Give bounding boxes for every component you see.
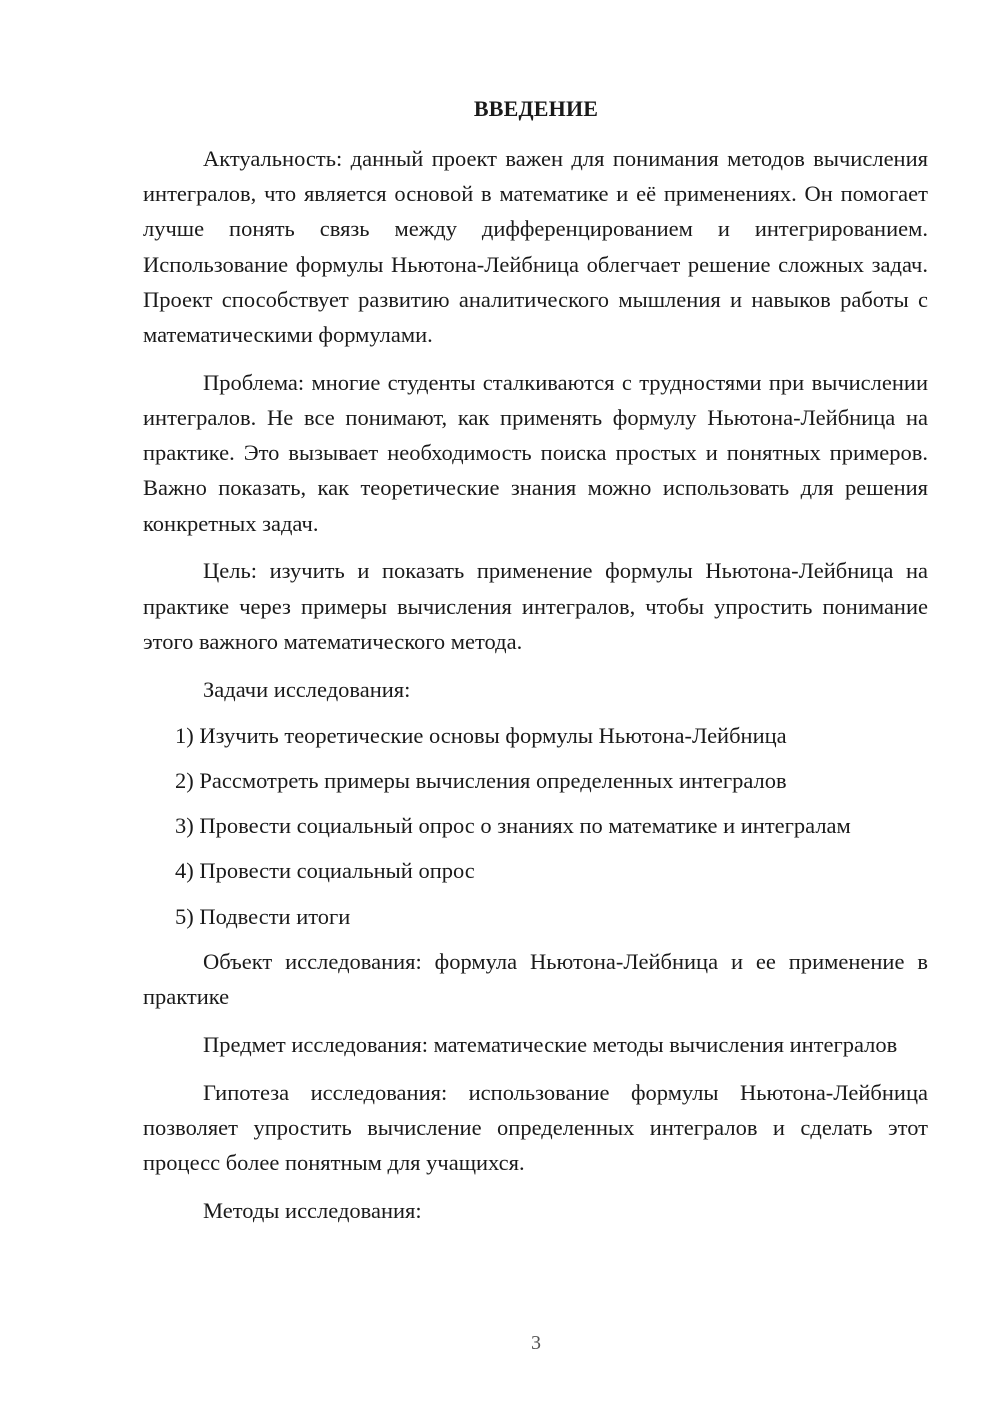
goal-paragraph: Цель: изучить и показать применение формулы Ньютона-Лейбница на практике через примеры вычисления интегралов, чтобы упростить понимание этого важного математического метода. xyxy=(143,558,928,654)
methods-heading: Методы исследования: xyxy=(203,1197,422,1223)
list-item: 1) Изучить теоретические основы формулы Ньютона-Лейбница xyxy=(175,722,787,748)
section-title: ВВЕДЕНИЕ xyxy=(473,96,599,121)
body-text xyxy=(143,141,928,1228)
tasks-list xyxy=(143,718,928,934)
object-paragraph: Объект исследования: формула Ньютона-Лейбница и ее применение в практике xyxy=(143,948,928,1010)
hypothesis-paragraph: Гипотеза исследования: использование формулы Ньютона-Лейбница позволяет упростить вычисление определенных интегралов и сделать этот процесс более понятным для учащихся. xyxy=(143,1079,928,1176)
relevance-paragraph: Актуальность: данный проект важен для понимания методов вычисления интегралов, что является основой в математике и её применениях. Он помогает лучше понять связь между дифференцированием и интегрированием. Использование формулы Ньютона-Лейбница облегчает решение сложных задач. Проект способствует развитию аналитического мышления и навыков работы с математическими формулами. xyxy=(143,146,928,348)
list-item: 3) Провести социальный опрос о знаниях по математике и интегралам xyxy=(175,813,851,839)
subject-paragraph: Предмет исследования: математические методы вычисления интегралов xyxy=(203,1031,898,1057)
page-number: 3 xyxy=(531,1332,541,1354)
list-item: 4) Провести социальный опрос xyxy=(175,858,475,884)
tasks-heading: Задачи исследования: xyxy=(203,676,411,702)
list-item: 2) Рассмотреть примеры вычисления определенных интегралов xyxy=(175,768,787,794)
problem-paragraph: Проблема: многие студенты сталкиваются с трудностями при вычислении интегралов. Не все понимают, как применять формулу Ньютона-Лейбница на практике. Это вызывает необходимость поиска простых и понятных примеров. Важно показать, как теоретические знания можно использовать для решения конкретных задач. xyxy=(143,369,928,536)
list-item: 5) Подвести итоги xyxy=(175,903,351,929)
